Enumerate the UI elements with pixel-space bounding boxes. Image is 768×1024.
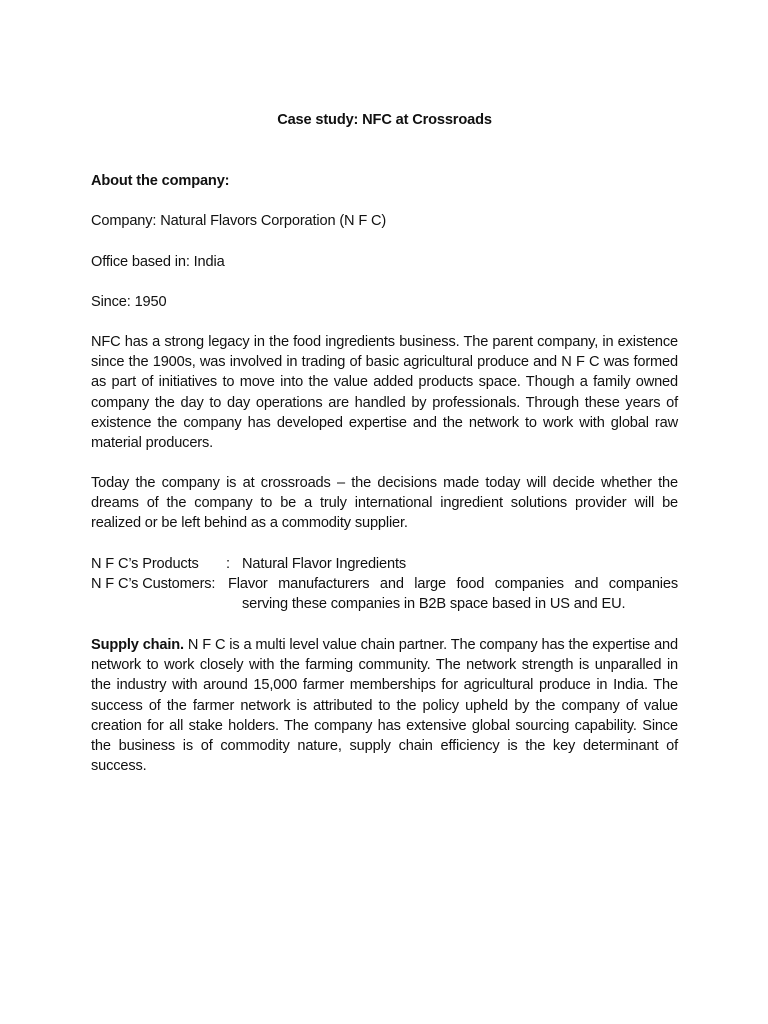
- products-key: N F C’s Products :: [91, 556, 230, 572]
- office-line: Office based in: India: [91, 254, 225, 270]
- customers-row: [91, 574, 678, 594]
- crossroads-paragraph: Today the company is at crossroads – the decisions made today will decide whether the dreams of the company to be a truly international ingredient solutions provider will be realized or be left behind as a commodity supplier.: [91, 475, 678, 532]
- since-line: Since: 1950: [91, 294, 167, 310]
- products-customers-block: [91, 554, 678, 615]
- supply-chain-label: Supply chain.: [91, 637, 184, 653]
- products-row: [91, 554, 678, 574]
- page-title: Case study: NFC at Crossroads: [277, 112, 492, 128]
- supply-chain-text: N F C is a multi level value chain partner. The company has the expertise and network to work closely with the farming community. The network strength is unparalled in the industry with around 15,000 farmer memberships for agricultural produce in India. The success of the farmer network is attributed to the policy upheld by the company of value creation for all stake holders. The company has extensive global sourcing capability. Since the business is of commodity nature, supply chain efficiency is the key determinant of success.: [91, 637, 678, 775]
- document-body: [91, 110, 678, 775]
- customers-value-line2: serving these companies in B2B space based in US and EU.: [242, 596, 626, 613]
- customers-value-line1: Flavor manufacturers and large food companies and companies: [228, 576, 678, 593]
- company-line: Company: Natural Flavors Corporation (N F C): [91, 213, 387, 229]
- customers-key: N F C’s Customers:: [91, 576, 216, 593]
- products-value: Natural Flavor Ingredients: [242, 556, 407, 572]
- legacy-paragraph: NFC has a strong legacy in the food ingredients business. The parent company, in existence since the 1900s, was involved in trading of basic agricultural produce and N F C was formed as part of initiatives to move into the value added products space. Though a family owned company the day to day operations are handled by professionals. Through these years of existence the company has developed expertise and the network to work with global raw material producers.: [91, 334, 678, 452]
- about-heading: About the company:: [91, 173, 230, 189]
- supply-chain-paragraph: [91, 635, 678, 776]
